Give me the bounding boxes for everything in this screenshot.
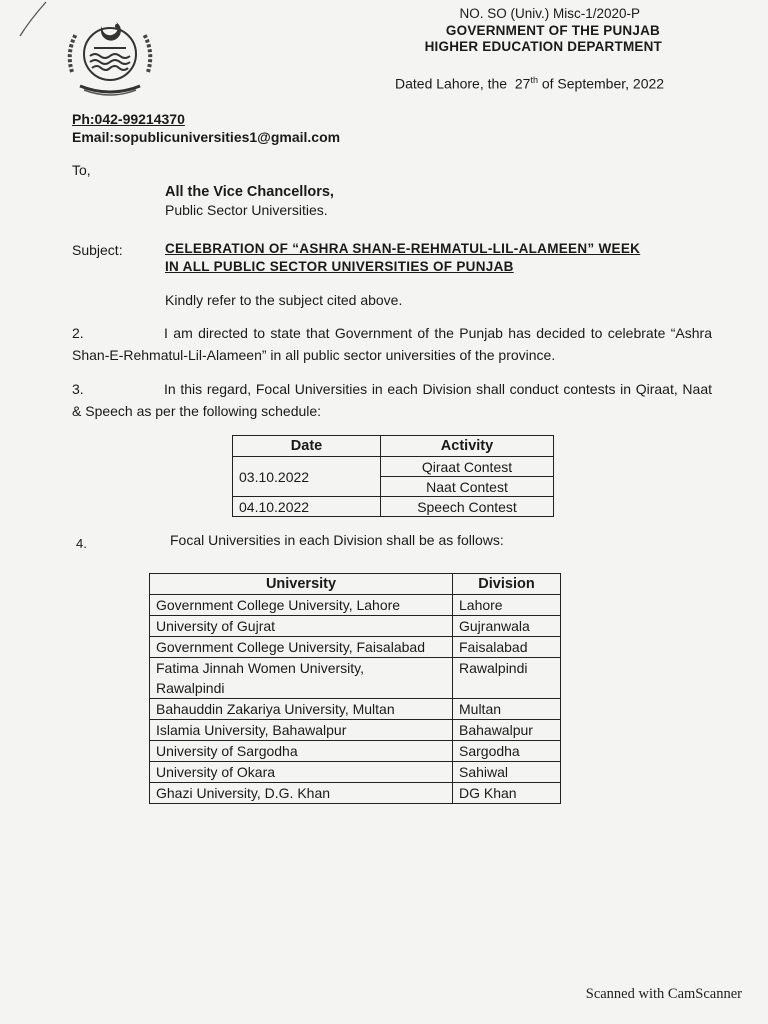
table-row — [150, 699, 561, 720]
table-row — [150, 637, 561, 658]
division-cell: Sahiwal — [453, 762, 561, 783]
table-row — [150, 616, 561, 637]
to-label: To, — [72, 162, 91, 178]
universities-header-university: University — [150, 574, 453, 595]
paragraph-3: In this regard, Focal Universities in each Division shall conduct contests in Qiraat, Naat & Speech as per the following schedule: — [72, 381, 712, 419]
table-row — [150, 783, 561, 804]
universities-header-division: Division — [453, 574, 561, 595]
subject-label: Subject: — [72, 242, 123, 258]
university-cell: Bahauddin Zakariya University, Multan — [150, 699, 453, 720]
table-row — [233, 457, 554, 477]
division-cell: Sargodha — [453, 741, 561, 762]
addressee-line2: Public Sector Universities. — [165, 202, 328, 218]
university-name-line2: Rawalpindi — [156, 680, 225, 696]
paragraph-4: Focal Universities in each Division shall be as follows: — [170, 532, 504, 548]
university-cell: University of Gujrat — [150, 616, 453, 637]
university-cell: University of Sargodha — [150, 741, 453, 762]
schedule-date-cell: 03.10.2022 — [233, 457, 381, 497]
university-cell: Government College University, Faisalabad — [150, 637, 453, 658]
schedule-activity-cell: Naat Contest — [381, 477, 554, 497]
division-cell: Lahore — [453, 595, 561, 616]
schedule-header-row — [233, 436, 554, 457]
university-cell: University of Okara — [150, 762, 453, 783]
focal-universities-table — [149, 573, 561, 804]
table-row — [150, 762, 561, 783]
reference-number: NO. SO (Univ.) Misc-1/2020-P — [459, 6, 640, 21]
division-cell: Faisalabad — [453, 637, 561, 658]
schedule-date-cell: 04.10.2022 — [233, 497, 381, 517]
division-cell: DG Khan — [453, 783, 561, 804]
paragraph-2-number: 2. — [72, 325, 84, 341]
table-row — [150, 741, 561, 762]
dated-prefix: Dated Lahore, the — [395, 75, 508, 92]
university-name: Fatima Jinnah Women University, — [156, 660, 364, 676]
punjab-emblem-icon — [62, 12, 158, 100]
subject-text — [165, 240, 715, 276]
phone-number: Ph:042-99214370 — [72, 111, 185, 127]
pen-mark-icon — [16, 0, 52, 40]
department-title: HIGHER EDUCATION DEPARTMENT — [424, 39, 662, 54]
table-row — [150, 720, 561, 741]
university-cell: Government College University, Lahore — [150, 595, 453, 616]
schedule-table — [232, 435, 554, 517]
email-address: Email:sopublicuniversities1@gmail.com — [72, 129, 341, 145]
government-title: GOVERNMENT OF THE PUNJAB — [445, 23, 660, 38]
university-cell: Ghazi University, D.G. Khan — [150, 783, 453, 804]
paragraph-4-number: 4. — [76, 536, 87, 551]
schedule-header-activity: Activity — [381, 436, 554, 457]
schedule-activity-cell: Qiraat Contest — [381, 457, 554, 477]
universities-header-row — [150, 574, 561, 595]
division-cell: Bahawalpur — [453, 720, 561, 741]
division-cell: Gujranwala — [453, 616, 561, 637]
addressee: All the Vice Chancellors, — [165, 184, 334, 200]
dated-suffix: th — [530, 75, 538, 85]
table-row — [150, 595, 561, 616]
paragraph-3-number: 3. — [72, 381, 84, 397]
table-row — [150, 658, 561, 699]
schedule-header-date: Date — [233, 436, 381, 457]
subject-line-1: CELEBRATION OF “ASHRA SHAN-E-REHMATUL-LIL-ALAMEEN” WEEK — [165, 241, 641, 256]
scanner-watermark: Scanned with CamScanner — [585, 986, 742, 1002]
paragraph-2: I am directed to state that Government of the Punjab has decided to celebrate “Ashra Shan-E-Rehmatul-Lil-Alameen” in all public sector universities of the province. — [72, 325, 712, 363]
reference-sentence: Kindly refer to the subject cited above. — [165, 292, 403, 308]
dated-day: 27 — [514, 75, 531, 92]
dated-rest: of September, 2022 — [541, 75, 665, 92]
subject-line-2: IN ALL PUBLIC SECTOR UNIVERSITIES OF PUNJAB — [165, 259, 514, 274]
table-row — [233, 497, 554, 517]
schedule-activity-cell: Speech Contest — [381, 497, 554, 517]
division-cell: Multan — [453, 699, 561, 720]
university-cell — [150, 658, 453, 699]
division-cell: Rawalpindi — [453, 658, 561, 699]
date-line — [395, 75, 664, 92]
university-cell: Islamia University, Bahawalpur — [150, 720, 453, 741]
